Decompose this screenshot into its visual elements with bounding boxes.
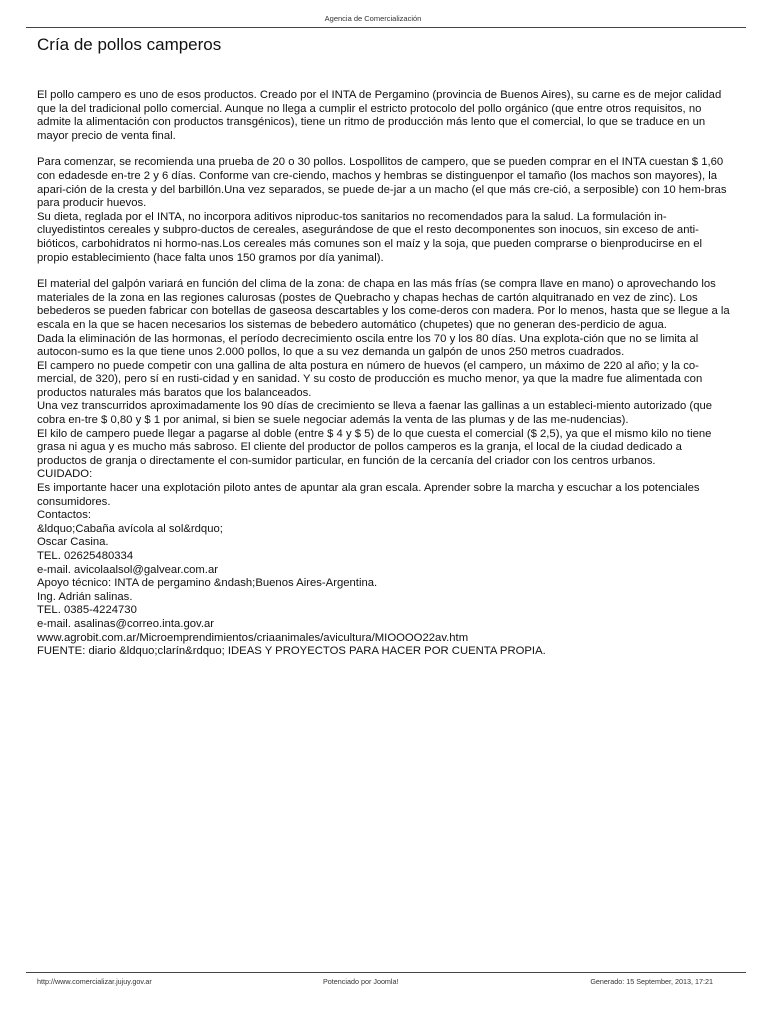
contact-line: TEL. 02625480334 <box>37 550 134 562</box>
footer-url: http://www.comercializar.jujuy.gov.ar <box>37 977 152 986</box>
contact-line: &ldquo;Cabaña avícola al sol&rdquo; <box>37 522 223 535</box>
paragraph-slaughter: Una vez transcurridos aproximadamente los 90 días de crecimiento se lleva a faenar las gallinas a un estableci-miento autorizado (que cobra en-tre $ 0,80 y $ 1 por animal, si bien se suele negociar además la venta de las plumas y de las me-nudencias). <box>37 400 713 427</box>
contact-line: Apoyo técnico: INTA de pergamino &ndash;Buenos Aires-Argentina. <box>37 577 378 590</box>
site-header: Agencia de Comercialización <box>324 14 422 23</box>
contact-line: e-mail. asalinas@correo.inta.gov.ar <box>37 617 215 630</box>
contact-line: TEL. 0385-4224730 <box>37 604 137 617</box>
paragraph-price: El kilo de campero puede llegar a pagarse al doble (entre $ 4 y $ 5) de lo que cuesta el comercial ($ 2,5), ya que el mismo kilo no tiene grasa ni agua y es mucho más sabroso. El cliente del productor de pollos camperos es la granja, el local de la ciudad dedicado a productos de granja o directamente el con-sumidor particular, en función de la cercanía del criador con los centros urbanos. <box>37 427 712 467</box>
source-credit: FUENTE: diario &ldquo;clarín&rdquo; IDEAS Y PROYECTOS PARA HACER POR CUENTA PROPIA. <box>37 645 546 658</box>
paragraph-diet: Su dieta, reglada por el INTA, no incorpora aditivos niproduc-tos sanitarios no recomendados para la salud. La formulación in-cluyedistintos cereales y subpro-ductos de cereales, asegurándose de que el resto decomponentes son inocuos, sin exceso de anti-bióticos, carbohidratos ni hormo-nas.Los cereales más comunes son el maíz y la soja, que pueden comprarse o bienproducirse en el propio establecimiento (hace falta unos 150 gramos por día yanimal). <box>37 210 702 264</box>
contact-line: Oscar Casina. <box>37 536 109 549</box>
paragraph-growth: Dada la eliminación de las hormonas, el período decrecimiento oscila entre los 70 y los 80 días. Una explota-ción que no se limita al autocon-sumo es la que tiene unos 2.000 pollos, lo que a su vez demanda un galpón de unos 250 metros cuadrados. <box>37 332 699 359</box>
footer-divider <box>26 972 746 973</box>
paragraph-shed: El material del galpón variará en función del clima de la zona: de chapa en las más frías (se compra llave en mano) o aprovechando los materiales de la zona en las regiones calurosas (postes de Quebracho y chapas hechas de cartón alquitranado en vez de zinc). Los bebederos se pueden fabricar con botellas de gaseosa descartables y los come-deros con madera. Por lo menos, hasta que se llegue a la escala en la que se hacen necesarios los sistemas de bebedero automático (chupetes) que no generan des-perdicio de agua. <box>37 278 730 331</box>
source-url: www.agrobit.com.ar/Microemprendimientos/criaanimales/avicultura/MIOOOO22av.htm <box>37 631 469 644</box>
footer-powered-by: Potenciado por Joomla! <box>323 977 399 986</box>
paragraph-intro: El pollo campero es uno de esos productos. Creado por el INTA de Pergamino (provincia de Buenos Aires), su carne es de mejor calidad que la del tradicional pollo comercial. Aunque no llega a cumplir el estricto protocolo del pollo orgánico (que entre otros requisitos, no admite la alimentación con productos transgénicos), tiene un ritmo de producción más lento que el comercial, lo que se traduce en un mayor precio de venta final. <box>37 89 722 142</box>
paragraph-caution: Es importante hacer una explotación piloto antes de apuntar ala gran escala. Aprender sobre la marcha y escuchar a los potenciales consumidores. <box>37 482 700 508</box>
contact-line: Ing. Adrián salinas. <box>37 590 133 603</box>
header-divider <box>26 27 746 28</box>
footer-generated-date: Generado: 15 September, 2013, 17:21 <box>590 977 713 986</box>
paragraph-eggs: El campero no puede competir con una gallina de alta postura en número de huevos (el campero, un máximo de 220 al año; y la co-mercial, de 320), pero sí en rusti-cidad y en sanidad. Y su costo de producción es mucho menor, ya que la madre fue alimentada con productos naturales más baratos que los balanceados. <box>37 359 703 399</box>
caution-heading: CUIDADO: <box>37 468 93 481</box>
article-body <box>37 89 731 659</box>
contacts-heading: Contactos: <box>37 509 92 522</box>
contact-line: e-mail. avicolaalsol@galvear.com.ar <box>37 563 218 576</box>
article-title: Cría de pollos camperos <box>37 35 222 54</box>
paragraph-start: Para comenzar, se recomienda una prueba de 20 o 30 pollos. Lospollitos de campero, que se pueden comprar en el INTA cuestan $ 1,60 con edadesde en-tre 2 y 6 días. Conforme van cre-ciendo, machos y hembras se distinguenpor el tamaño (los machos son mayores), la apari-ción de la cresta y del barbillón.Una vez separados, se puede de-jar a un macho (el que más cre-ció, a serposible) con 10 hem-bras para producir huevos. <box>37 156 727 210</box>
